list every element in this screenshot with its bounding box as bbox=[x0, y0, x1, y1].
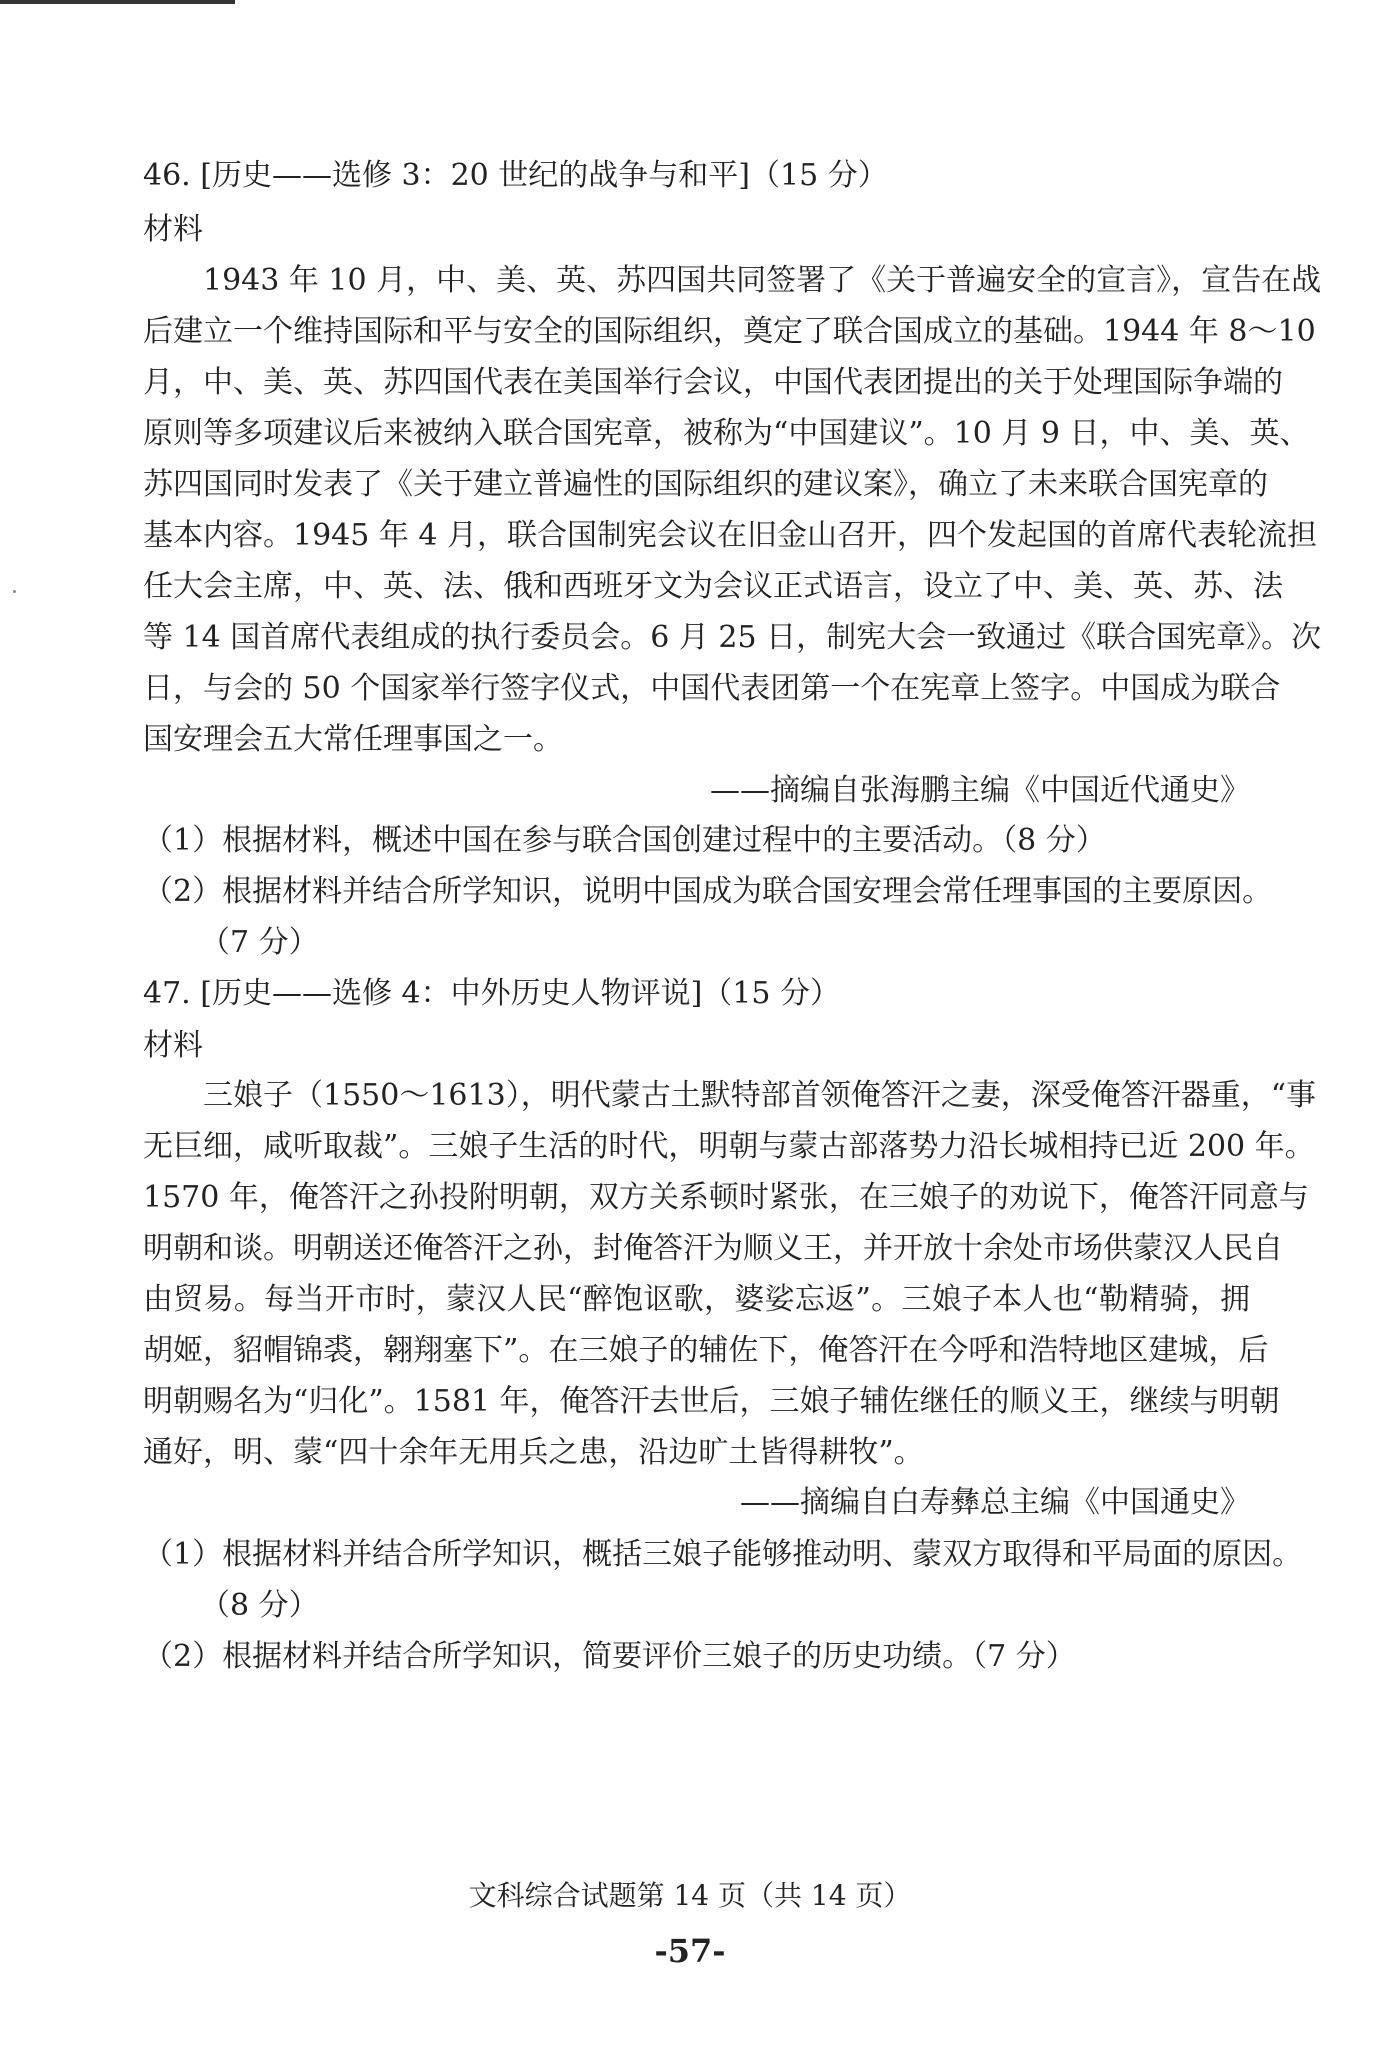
paragraph-line: 1943 年 10 月，中、美、英、苏四国共同签署了《关于普遍安全的宣言》，宣告在战 bbox=[203, 263, 1322, 298]
paragraph-line: 基本内容。1945 年 4 月，联合国制宪会议在旧金山召开，四个发起国的首席代表轮流担 bbox=[143, 518, 1318, 553]
source-citation: ——摘编自张海鹏主编《中国近代通史》 bbox=[710, 773, 1250, 808]
paragraph-line: 通好，明、蒙“四十余年无用兵之患，沿边旷土皆得耕牧”。 bbox=[143, 1435, 924, 1470]
scan-dot bbox=[13, 590, 16, 593]
paragraph-line: 胡姬，貂帽锦裘，翱翔塞下”。在三娘子的辅佐下，俺答汗在今呼和浩特地区建城，后 bbox=[143, 1333, 1269, 1368]
paragraph-line: 明朝赐名为“归化”。1581 年，俺答汗去世后，三娘子辅佐继任的顺义王，继续与明朝 bbox=[143, 1384, 1280, 1419]
paragraph-line: 后建立一个维持国际和平与安全的国际组织，奠定了联合国成立的基础。1944 年 8～10 bbox=[143, 314, 1316, 349]
material-label: 材料 bbox=[143, 1028, 203, 1063]
paragraph-line: 等 14 国首席代表组成的执行委员会。6 月 25 日，制宪大会一致通过《联合国宪章》。次 bbox=[143, 620, 1322, 655]
sub-question-1: （1）根据材料，概述中国在参与联合国创建过程中的主要活动。（8 分） bbox=[143, 823, 1106, 858]
scan-edge-mark bbox=[0, 0, 235, 4]
paragraph-line: 由贸易。每当开市时，蒙汉人民“醉饱讴歌，婆娑忘返”。三娘子本人也“勒精骑，拥 bbox=[143, 1282, 1250, 1317]
sub-question-1-score: （8 分） bbox=[200, 1588, 319, 1623]
paragraph-line: 明朝和谈。明朝送还俺答汗之孙，封俺答汗为顺义王，并开放十余处市场供蒙汉人民自 bbox=[143, 1231, 1283, 1266]
page-label: 文科综合试题第 14 页（共 14 页） bbox=[468, 1879, 912, 1912]
page-number: -57- bbox=[654, 1932, 726, 1970]
paragraph-line: 国安理会五大常任理事国之一。 bbox=[143, 722, 563, 757]
paragraph-line: 月，中、美、英、苏四国代表在美国举行会议，中国代表团提出的关于处理国际争端的 bbox=[143, 365, 1283, 400]
material-label: 材料 bbox=[143, 212, 203, 247]
paragraph-line: 三娘子（1550～1613），明代蒙古土默特部首领俺答汗之妻，深受俺答汗器重，“事 bbox=[203, 1078, 1317, 1113]
sub-question-2: （2）根据材料并结合所学知识，说明中国成为联合国安理会常任理事国的主要原因。 bbox=[143, 874, 1273, 909]
paragraph-line: 苏四国同时发表了《关于建立普遍性的国际组织的建议案》，确立了未来联合国宪章的 bbox=[143, 467, 1268, 502]
paragraph-line: 1570 年，俺答汗之孙投附明朝，双方关系顿时紧张，在三娘子的劝说下，俺答汗同意与 bbox=[143, 1180, 1309, 1215]
source-citation: ——摘编自白寿彝总主编《中国通史》 bbox=[740, 1485, 1250, 1520]
paragraph-line: 日，与会的 50 个国家举行签字仪式，中国代表团第一个在宪章上签字。中国成为联合 bbox=[143, 671, 1281, 706]
paragraph-line: 无巨细，咸听取裁”。三娘子生活的时代，明朝与蒙古部落势力沿长城相持已近 200 年。 bbox=[143, 1129, 1315, 1164]
paragraph-line: 原则等多项建议后来被纳入联合国宪章，被称为“中国建议”。10 月 9 日，中、美、英、 bbox=[143, 416, 1310, 451]
sub-question-2: （2）根据材料并结合所学知识，简要评价三娘子的历史功绩。（7 分） bbox=[143, 1639, 1076, 1674]
question-47-title: 47. [历史——选修 4：中外历史人物评说]（15 分） bbox=[143, 976, 840, 1011]
sub-question-2-score: （7 分） bbox=[200, 925, 319, 960]
sub-question-1: （1）根据材料并结合所学知识，概括三娘子能够推动明、蒙双方取得和平局面的原因。 bbox=[143, 1537, 1303, 1572]
paragraph-line: 任大会主席，中、英、法、俄和西班牙文为会议正式语言，设立了中、美、英、苏、法 bbox=[143, 569, 1283, 604]
question-46-title: 46. [历史——选修 3：20 世纪的战争与和平]（15 分） bbox=[143, 158, 888, 193]
